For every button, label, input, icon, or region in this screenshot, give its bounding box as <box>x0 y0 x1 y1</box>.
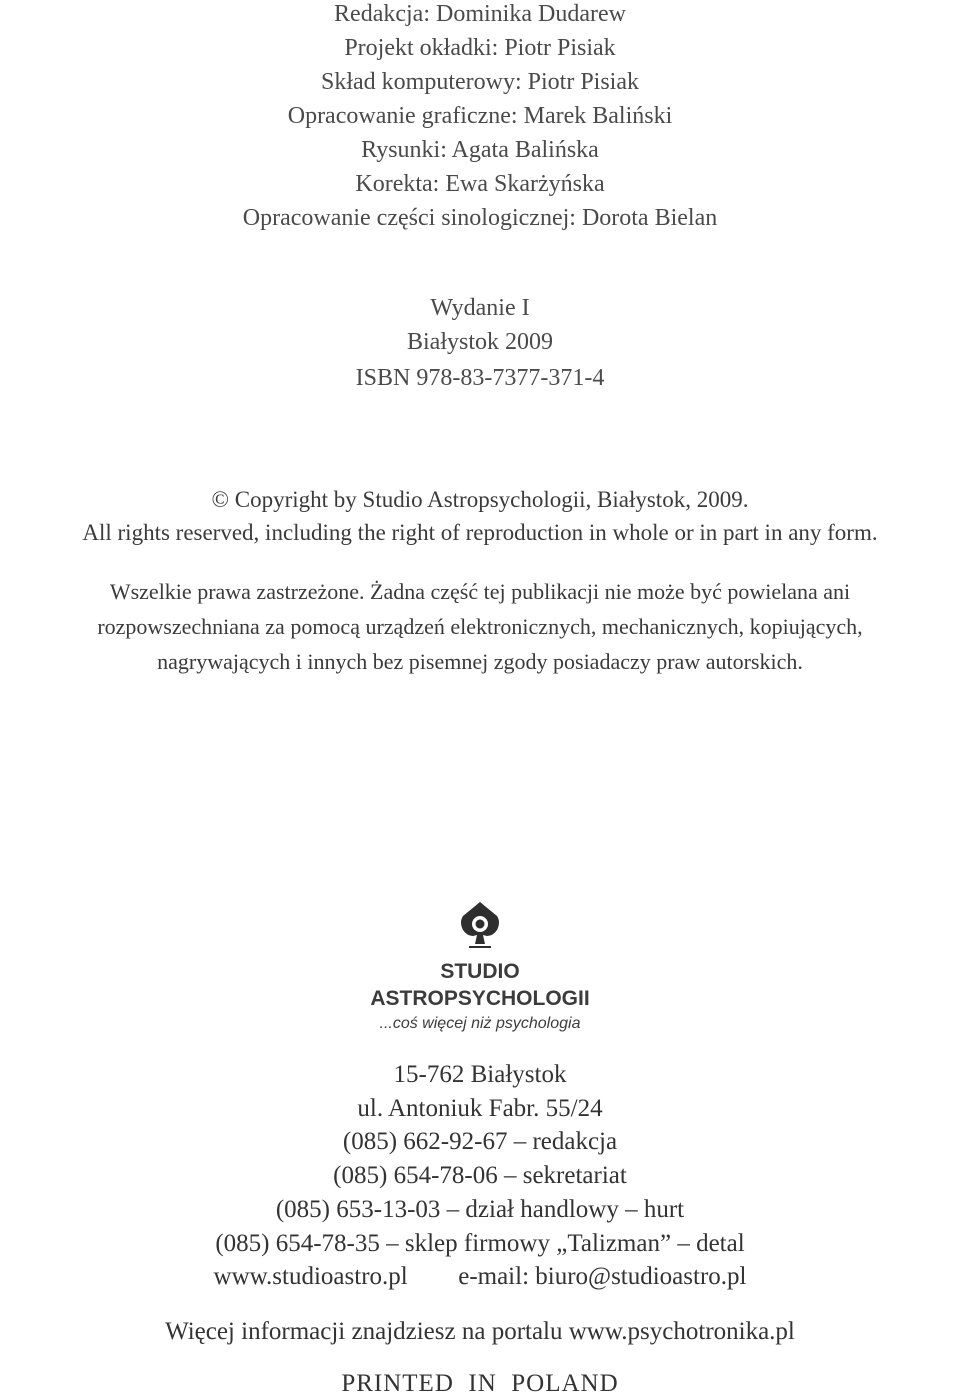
brand-line-studio: STUDIO <box>440 960 520 983</box>
edition-city-year: Białystok 2009 <box>406 329 553 355</box>
credit-editor: Redakcja: Dominika Dudarew <box>334 1 626 27</box>
phone-shop: (085) 654-78-35 – sklep firmowy „Talizman” – detal <box>215 1230 745 1257</box>
email-link[interactable]: e-mail: biuro@studioastro.pl <box>458 1263 747 1290</box>
credit-drawings: Rysunki: Agata Balińska <box>361 137 599 163</box>
phone-secretariat: (085) 654-78-06 – sekretariat <box>333 1162 627 1189</box>
publisher-logo-icon <box>0 900 960 955</box>
brand-tagline: ...coś więcej niż psychologia <box>379 1015 581 1032</box>
address-postal: 15-762 Białystok <box>393 1061 567 1088</box>
isbn: ISBN 978-83-7377-371-4 <box>355 365 605 391</box>
more-info-line: Więcej informacji znajdziesz na portalu www.psychotronika.pl <box>165 1318 795 1345</box>
copyright-line: © Copyright by Studio Astropsychologii, Białystok, 2009. <box>211 487 749 512</box>
rights-reserved-line: All rights reserved, including the right of reproduction in whole or in part in any form. <box>82 520 878 545</box>
edition-number: Wydanie I <box>430 295 530 321</box>
credit-typesetting: Skład komputerowy: Piotr Pisiak <box>321 69 639 95</box>
brand-line-astropsychologii: ASTROPSYCHOLOGII <box>370 987 590 1010</box>
credit-sinology: Opracowanie części sinologicznej: Dorota Bielan <box>242 205 718 231</box>
phone-wholesale: (085) 653-13-03 – dział handlowy – hurt <box>275 1196 685 1223</box>
polish-notice-line-2: rozpowszechniana za pomocą urządzeń elektronicznych, mechanicznych, kopiujących, <box>97 614 863 639</box>
polish-notice-line-3: nagrywających i innych bez pisemnej zgody posiadaczy praw autorskich. <box>157 649 803 674</box>
website-link[interactable]: www.studioastro.pl <box>213 1263 408 1290</box>
credit-proofreading: Korekta: Ewa Skarżyńska <box>355 171 605 197</box>
phone-editorial: (085) 662-92-67 – redakcja <box>342 1128 618 1155</box>
polish-notice-line-1: Wszelkie prawa zastrzeżone. Żadna część tej publikacji nie może być powielana ani <box>109 579 851 604</box>
printed-in-poland: PRINTED IN POLAND <box>341 1370 619 1397</box>
credit-graphics: Opracowanie graficzne: Marek Baliński <box>287 103 673 129</box>
address-street: ul. Antoniuk Fabr. 55/24 <box>357 1095 603 1122</box>
web-contact-row <box>0 1264 960 1289</box>
credit-cover-design: Projekt okładki: Piotr Pisiak <box>344 35 616 61</box>
